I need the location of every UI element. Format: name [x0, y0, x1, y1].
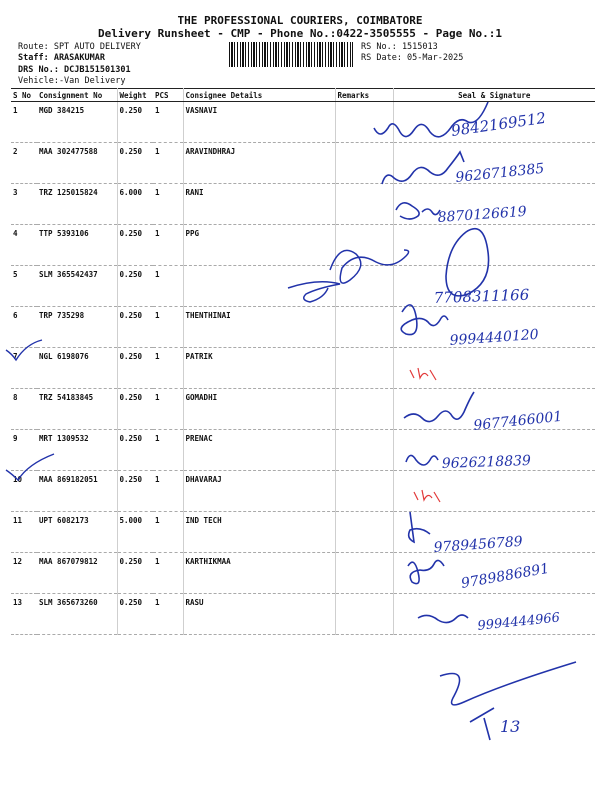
- cell-sno: 3: [11, 184, 37, 225]
- cell-pcs: 1: [153, 512, 183, 553]
- table-row: [11, 184, 595, 225]
- handwritten-phone: 9626718385: [454, 160, 546, 186]
- table-row: [11, 348, 595, 389]
- cell-signature: [393, 143, 595, 184]
- table-row: [11, 389, 595, 430]
- cell-consignment: MAA 867079812: [37, 553, 117, 594]
- table-row: [11, 471, 595, 512]
- cell-remarks: [335, 512, 393, 553]
- cell-weight: 0.250: [117, 348, 153, 389]
- table-row: [11, 143, 595, 184]
- cell-consignment: TRZ 54183845: [37, 389, 117, 430]
- cell-remarks: [335, 143, 393, 184]
- cell-weight: 0.250: [117, 389, 153, 430]
- handwritten-phone: 9677466001: [472, 408, 564, 434]
- cell-pcs: 1: [153, 430, 183, 471]
- cell-sno: 11: [11, 512, 37, 553]
- cell-pcs: 1: [153, 348, 183, 389]
- cell-signature: [393, 225, 595, 266]
- cell-consignee: IND TECH: [183, 512, 335, 553]
- cell-sno: 8: [11, 389, 37, 430]
- cell-sno: 9: [11, 430, 37, 471]
- handwritten-phone: 9626218839: [441, 452, 532, 472]
- cell-pcs: 1: [153, 102, 183, 143]
- total-scribble: [440, 662, 576, 705]
- cell-consignee: PRENAC: [183, 430, 335, 471]
- cell-signature: [393, 430, 595, 471]
- cell-remarks: [335, 307, 393, 348]
- table-row: [11, 102, 595, 143]
- cell-weight: 6.000: [117, 184, 153, 225]
- cell-consignee: GOMADHI: [183, 389, 335, 430]
- cell-pcs: 1: [153, 553, 183, 594]
- cell-signature: [393, 594, 595, 635]
- cell-signature: [393, 184, 595, 225]
- barcode: [229, 42, 353, 67]
- drs-number: DRS No.: DCJB151501301: [18, 65, 131, 75]
- cell-consignment: NGL 6198076: [37, 348, 117, 389]
- cell-signature: [393, 266, 595, 307]
- handwritten-total: 13: [500, 717, 521, 736]
- col-header-sno: S No: [11, 89, 37, 102]
- cell-pcs: 1: [153, 471, 183, 512]
- cell-consignment: MRT 1309532: [37, 430, 117, 471]
- table-header-row: [11, 89, 595, 102]
- cell-pcs: 1: [153, 307, 183, 348]
- cell-consignee: PPG: [183, 225, 335, 266]
- handwritten-phone: 9789456789: [433, 533, 524, 556]
- cell-weight: 0.250: [117, 143, 153, 184]
- cell-weight: 0.250: [117, 266, 153, 307]
- cell-weight: 0.250: [117, 307, 153, 348]
- table-row: [11, 430, 595, 471]
- table-row: [11, 225, 595, 266]
- staff-text: Staff: ARASAKUMAR: [18, 53, 105, 63]
- cell-consignee: THENTHINAI: [183, 307, 335, 348]
- cell-consignment: SLM 365542437: [37, 266, 117, 307]
- cell-consignment: TTP 5393106: [37, 225, 117, 266]
- cell-remarks: [335, 184, 393, 225]
- handwritten-phone: 9994444966: [476, 610, 561, 634]
- cell-pcs: 1: [153, 143, 183, 184]
- table-row: [11, 553, 595, 594]
- cell-remarks: [335, 553, 393, 594]
- cell-consignee: [183, 266, 335, 307]
- cell-signature: [393, 307, 595, 348]
- handwritten-phone: 9789886891: [459, 560, 551, 592]
- cell-consignee: PATRIK: [183, 348, 335, 389]
- cell-weight: 5.000: [117, 512, 153, 553]
- runsheet-table: [11, 88, 595, 635]
- cell-remarks: [335, 430, 393, 471]
- cell-remarks: [335, 225, 393, 266]
- cell-weight: 0.250: [117, 471, 153, 512]
- cell-consignment: MAA 869182051: [37, 471, 117, 512]
- cell-consignee: ARAVINDHRAJ: [183, 143, 335, 184]
- cell-sno: 2: [11, 143, 37, 184]
- col-header-remarks: Remarks: [335, 89, 393, 102]
- cell-sno: 1: [11, 102, 37, 143]
- cell-signature: [393, 512, 595, 553]
- runsheet-title: THE PROFESSIONAL COURIERS, COIMBATORE: [177, 14, 423, 27]
- cell-sno: 13: [11, 594, 37, 635]
- runsheet-subtitle: Delivery Runsheet - CMP - Phone No.:0422-3505555 - Page No.:1: [98, 27, 502, 40]
- cell-sno: 10: [11, 471, 37, 512]
- cell-remarks: [335, 594, 393, 635]
- handwritten-phone: 8870126619: [437, 203, 528, 226]
- cell-sno: 5: [11, 266, 37, 307]
- cell-weight: 0.250: [117, 430, 153, 471]
- cell-sno: 7: [11, 348, 37, 389]
- cell-consignment: SLM 365673260: [37, 594, 117, 635]
- cell-signature: [393, 553, 595, 594]
- cell-consignee: KARTHIKMAA: [183, 553, 335, 594]
- handwritten-phone: 9994440120: [449, 326, 540, 349]
- cell-signature: [393, 471, 595, 512]
- cell-consignee: RANI: [183, 184, 335, 225]
- cell-consignment: MGD 384215: [37, 102, 117, 143]
- cell-consignee: RASU: [183, 594, 335, 635]
- handwritten-phone: 7708311166: [433, 285, 530, 307]
- cell-weight: 0.250: [117, 594, 153, 635]
- cell-weight: 0.250: [117, 102, 153, 143]
- cell-consignee: VASNAVI: [183, 102, 335, 143]
- cell-signature: [393, 102, 595, 143]
- col-header-weight: Weight: [117, 89, 153, 102]
- cell-consignment: TRZ 125015824: [37, 184, 117, 225]
- col-header-signature: Seal & Signature: [393, 89, 595, 102]
- vehicle-text: Vehicle:-Van Delivery: [18, 76, 126, 86]
- cell-weight: 0.250: [117, 553, 153, 594]
- cell-signature: [393, 389, 595, 430]
- table-row: [11, 512, 595, 553]
- table-row: [11, 307, 595, 348]
- cell-pcs: 1: [153, 184, 183, 225]
- col-header-pcs: PCS: [153, 89, 183, 102]
- cell-consignee: DHAVARAJ: [183, 471, 335, 512]
- cell-sno: 12: [11, 553, 37, 594]
- cell-signature: [393, 348, 595, 389]
- cell-remarks: [335, 389, 393, 430]
- cell-remarks: [335, 102, 393, 143]
- cell-pcs: 1: [153, 594, 183, 635]
- rs-number: RS No.: 1515013: [361, 42, 438, 52]
- handwritten-phone: 9842169512: [450, 108, 548, 140]
- table-row: [11, 266, 595, 307]
- table-row: [11, 594, 595, 635]
- cell-pcs: 1: [153, 389, 183, 430]
- rs-date: RS Date: 05-Mar-2025: [361, 53, 464, 63]
- cell-consignment: TRP 735298: [37, 307, 117, 348]
- cell-sno: 4: [11, 225, 37, 266]
- cell-consignment: MAA 302477588: [37, 143, 117, 184]
- col-header-consignee: Consignee Details: [183, 89, 335, 102]
- cell-weight: 0.250: [117, 225, 153, 266]
- total-scribble: [470, 708, 494, 740]
- cell-pcs: 1: [153, 266, 183, 307]
- cell-remarks: [335, 471, 393, 512]
- cell-remarks: [335, 266, 393, 307]
- route-text: Route: SPT AUTO DELIVERY: [18, 42, 141, 52]
- cell-consignment: UPT 6082173: [37, 512, 117, 553]
- col-header-consignment: Consignment No: [37, 89, 117, 102]
- cell-remarks: [335, 348, 393, 389]
- cell-sno: 6: [11, 307, 37, 348]
- cell-pcs: 1: [153, 225, 183, 266]
